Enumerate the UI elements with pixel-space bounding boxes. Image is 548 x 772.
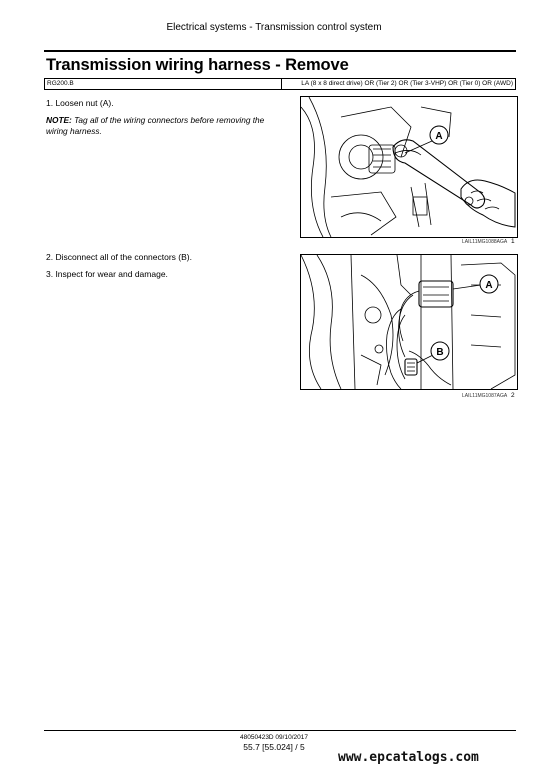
step-1: 1. Loosen nut (A).	[46, 98, 114, 108]
section-id-divider	[281, 79, 282, 89]
step-3: 3. Inspect for wear and damage.	[46, 269, 168, 279]
figure-2-number: 2	[511, 392, 515, 399]
figure-2-image	[300, 254, 518, 390]
step-2: 2. Disconnect all of the connectors (B).	[46, 252, 192, 262]
figure-1-number: 1	[511, 238, 515, 245]
figure-2-callout-a: A	[485, 280, 493, 291]
figure-1-image	[300, 96, 518, 238]
figure-2-code: LAIL11MG1087AGA	[462, 393, 508, 399]
watermark: www.epcatalogs.com	[338, 750, 479, 765]
section-applicability: LA (8 x 8 direct drive) OR (Tier 2) OR (Tier 3-VHP) OR (Tier 0) OR (AWD)	[301, 80, 513, 87]
note-text: Tag all of the wiring connectors before removing the wiring harness.	[46, 115, 265, 136]
footer-rule	[44, 730, 516, 731]
section-id-box	[44, 78, 516, 90]
note-prefix: NOTE:	[46, 115, 72, 125]
page-title: Transmission wiring harness - Remove	[46, 56, 349, 74]
footer-page-number: 55.7 [55.024] / 5	[243, 742, 305, 752]
figure-2-illustration	[301, 255, 517, 389]
section-code: RG200.B	[47, 80, 74, 87]
note	[46, 115, 286, 137]
figure-2-callout-b: B	[436, 347, 444, 358]
figure-1-callout-a: A	[435, 131, 443, 142]
footer-doc-id: 48050423D 09/10/2017	[240, 734, 308, 741]
running-header: Electrical systems - Transmission control system	[166, 22, 382, 33]
figure-1-illustration	[301, 97, 517, 237]
title-rule	[44, 50, 516, 52]
figure-1-code: LAIL11MG1088AGA	[462, 239, 508, 245]
